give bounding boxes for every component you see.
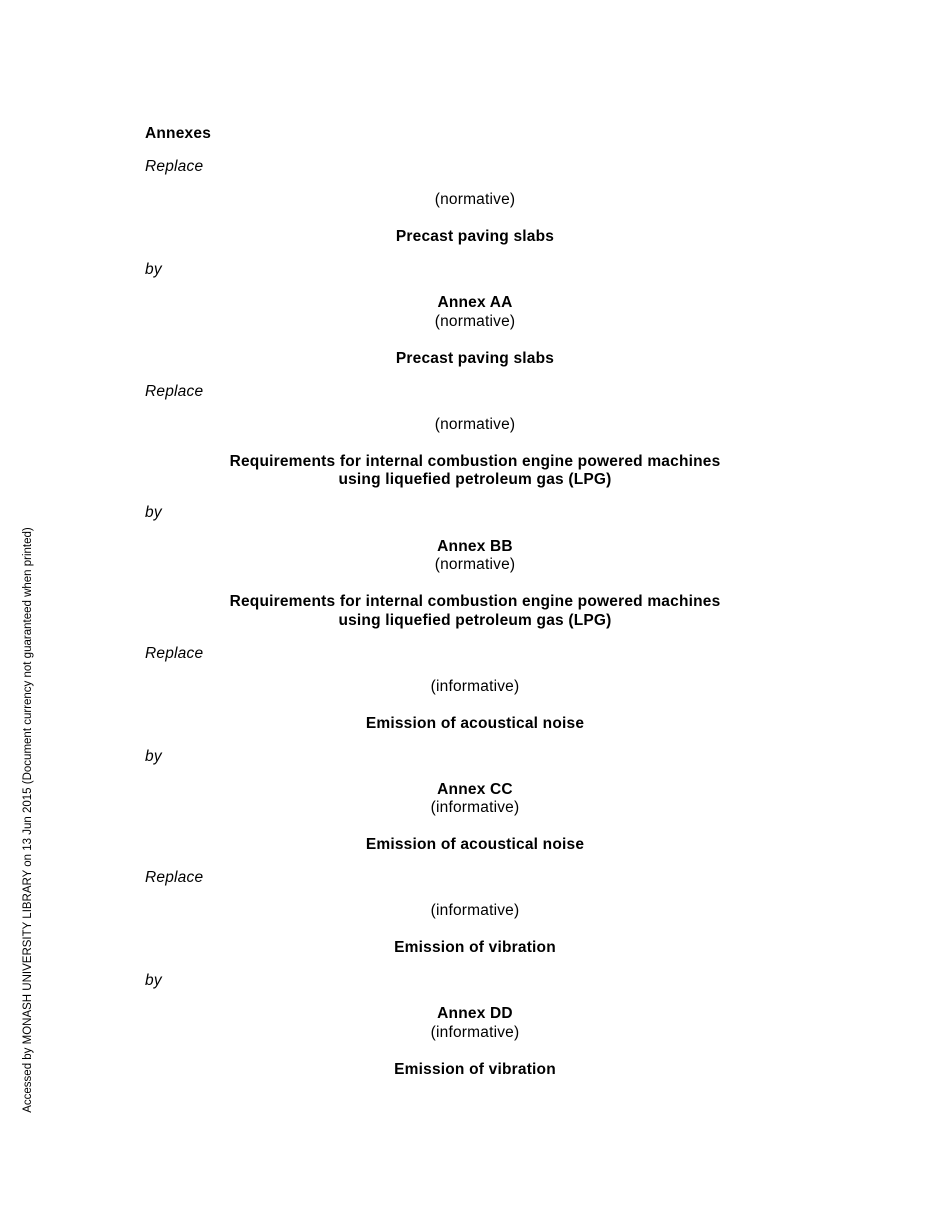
new-annex-status: (normative) [434, 556, 516, 573]
new-annex-label: Annex AA [437, 294, 513, 311]
page-heading: Annexes [145, 125, 212, 142]
old-annex-status: (informative) [430, 678, 520, 695]
new-annex-title: Precast paving slabs [395, 350, 555, 367]
new-annex-status: (informative) [430, 799, 520, 816]
new-annex-label: Annex CC [437, 781, 513, 798]
old-annex-title-line1: Requirements for internal combustion engine powered machines [229, 453, 721, 470]
new-annex-label: Annex DD [437, 1005, 513, 1022]
new-annex-status: (informative) [430, 1024, 520, 1041]
new-annex-label: Annex BB [437, 538, 513, 555]
old-annex-status: (normative) [434, 191, 516, 208]
new-annex-title-line2: using liquefied petroleum gas (LPG) [338, 612, 612, 629]
new-annex-title: Emission of vibration [394, 1061, 556, 1078]
new-annex-status: (normative) [434, 313, 516, 330]
old-annex-title: Precast paving slabs [395, 228, 555, 245]
old-annex-title: Emission of vibration [394, 939, 556, 956]
old-annex-status: (normative) [434, 416, 516, 433]
new-annex-title: Emission of acoustical noise [365, 836, 585, 853]
old-annex-title: Emission of acoustical noise [365, 715, 585, 732]
old-annex-title-line2: using liquefied petroleum gas (LPG) [338, 471, 612, 488]
old-annex-status: (informative) [430, 902, 520, 919]
by-label: by [145, 261, 162, 278]
by-label: by [145, 972, 162, 989]
by-label: by [145, 748, 162, 765]
replace-label: Replace [145, 645, 204, 662]
replace-label: Replace [145, 869, 204, 886]
new-annex-title-line1: Requirements for internal combustion engine powered machines [229, 593, 721, 610]
replace-label: Replace [145, 158, 204, 175]
by-label: by [145, 504, 162, 521]
access-watermark: Accessed by MONASH UNIVERSITY LIBRARY on 13 Jun 2015 (Document currency not guaranteed when printed) [22, 527, 34, 1113]
replace-label: Replace [145, 383, 204, 400]
